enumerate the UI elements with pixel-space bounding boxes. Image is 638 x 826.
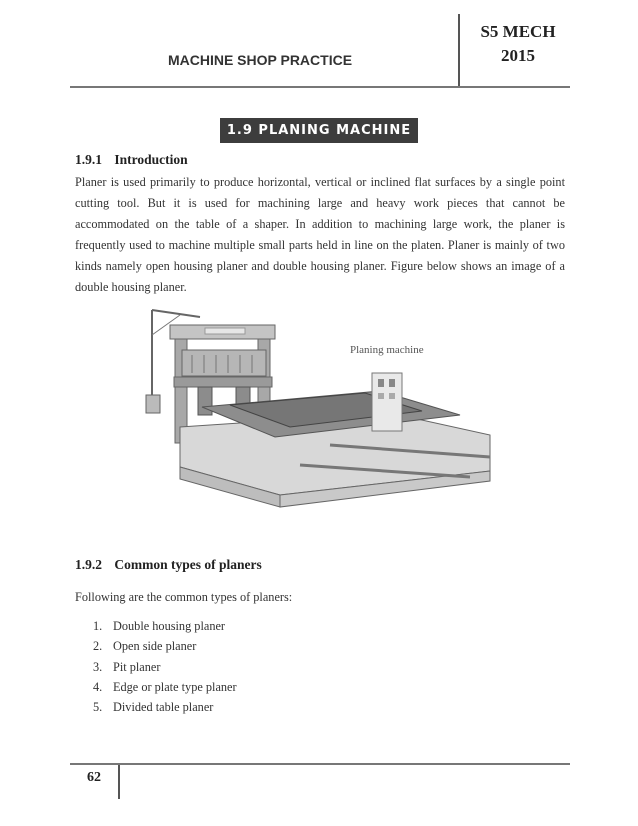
list-item — [93, 657, 237, 677]
list-item-label: Edge or plate type planer — [113, 679, 237, 694]
list-item-number: 1. — [93, 619, 103, 633]
planing-machine-illustration — [140, 295, 500, 510]
page-number: 62 — [87, 770, 101, 785]
list-item-label: Open side planer — [113, 639, 197, 654]
types-intro: Following are the common types of planers: — [75, 590, 293, 604]
list-item — [93, 697, 237, 717]
list-item-number: 2. — [93, 639, 103, 654]
planer-types-list — [93, 616, 237, 717]
intro-heading — [75, 152, 188, 168]
intro-heading-number: 1.9.1 — [75, 152, 102, 167]
course-line-2: 2015 — [501, 46, 535, 65]
course-line-1: S5 MECH — [480, 22, 556, 41]
list-item-number: 3. — [93, 659, 103, 674]
header-title: MACHINE SHOP PRACTICE — [167, 52, 353, 68]
intro-heading-text: Introduction — [114, 152, 188, 167]
list-item-label: Double housing planer — [113, 619, 226, 633]
list-item-number: 5. — [93, 700, 103, 715]
list-item — [93, 636, 237, 656]
header-rule — [70, 86, 570, 88]
figure-caption: Planing machine — [350, 344, 424, 356]
footer-divider — [118, 765, 120, 799]
types-heading-text: Common types of planers — [114, 557, 262, 572]
section-banner: 1.9 PLANING MACHINE — [220, 118, 418, 143]
types-heading — [75, 557, 262, 573]
header-divider — [458, 14, 460, 86]
planing-machine-figure — [140, 295, 500, 510]
list-item-label: Pit planer — [113, 659, 161, 674]
list-item-label: Divided table planer — [113, 700, 214, 715]
types-heading-number: 1.9.2 — [75, 557, 102, 572]
footer-rule — [70, 763, 570, 765]
intro-paragraph: Planer is used primarily to produce horizontal, vertical or inclined flat surfaces by a single point cutting tool. But it is used for machining large and heavy work pieces that cannot be accommodated on the table of a shaper. In addition to machining large work, the planer is frequently used to machine multiple small parts held in line on the platen. Planer is mainly of two kinds namely open housing planer and double housing planer. Figure below shows an image of a double housing planer. — [75, 175, 565, 294]
list-item — [93, 616, 237, 636]
list-item-number: 4. — [93, 679, 103, 694]
course-label — [466, 20, 570, 68]
list-item — [93, 677, 237, 697]
